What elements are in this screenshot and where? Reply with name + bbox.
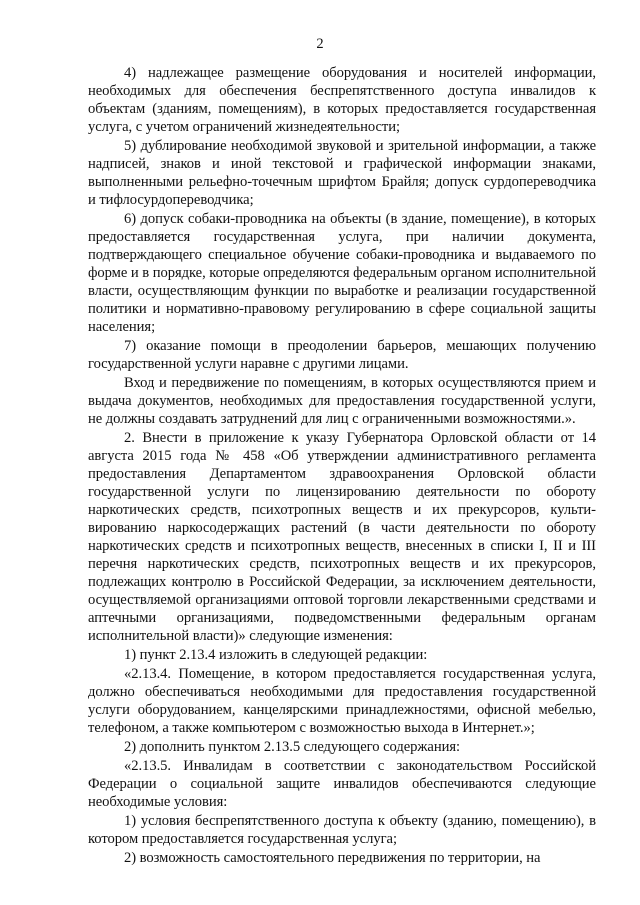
paragraph-clause-2-13-5: «2.13.5. Инвалидам в соответствии с законодательством Российской Федерации о социальной защите инвалидов обеспечиваются следующие необходимые условия: [88,758,596,810]
paragraph-condition-2: 2) возможность самостоятельного передвижения по территории, на [124,850,541,866]
paragraph-item-7: 7) оказание помощи в преодолении барьеров, мешающих получению государственной услуги наравне с другими лицами. [88,338,596,372]
paragraph-subitem-1: 1) пункт 2.13.4 изложить в следующей редакции: [124,647,428,663]
paragraph-subitem-2: 2) дополнить пунктом 2.13.5 следующего содержания: [124,739,461,755]
paragraph-item-6: 6) допуск собаки-проводника на объекты (в здание, помещение), в которых предоставляется государственная услуга, при наличии документа, подтверждающего специальное обучение собаки-проводника и выдаваемого по форме и в порядке, которые определяются федеральным органом исполнительной власти, осуществляющим функции по выработке и реализации государственной политики и нормативно-правовому регулированию в сфере социальной защиты населения; [88,211,596,335]
paragraph-entry-movement: Вход и передвижение по помещениям, в которых осуществляются прием и выдача документов, необходимых для предоставления государственной услуги, не должны создавать затруднений для лиц с ограниченными возможностями.». [88,375,596,427]
paragraph-item-5: 5) дублирование необходимой звуковой и зрительной информации, а также надписей, знаков и иной текстовой и графической информации знаками, выполненными рельефно-точечным шрифтом Брайля; допуск сурдопереводчика и тифлосурдопереводчика; [88,138,596,208]
paragraph-clause-2-13-4: «2.13.4. Помещение, в котором предоставляется государственная услуга, должно обеспечиваться необходимыми для предоставления государственной услуги оборудованием, канцелярскими принадлежностями, офисной мебелью, телефоном, а также компьютером с возможностью выхода в Интернет.»; [88,666,596,736]
page-number: 2 [316,36,324,52]
document-body [88,64,596,868]
paragraph-amendment-2: 2. Внести в приложение к указу Губернатора Орловской области от 14 августа 2015 года № 458 «Об утверждении административного регламента предоставления Департаментом здравоохранения Орловской области государственной услуги по лицензированию деятельности по обороту наркотических средств, психотропных веществ и их прекурсоров, культи-вированию наркосодержащих растений (в части деятельности по обороту наркотических средств и психотропных веществ, внесенных в списки I, II и III перечня наркотических средств, психотропных веществ и их прекурсоров, подлежащих контролю в Российской Федерации, за исключением деятельности, осуществляемой организациями оптовой торговли лекарственными средствами и аптечными организациями, подведомственными федеральным органам исполнительной власти)» следующие изменения: [88,430,596,644]
paragraph-item-4: 4) надлежащее размещение оборудования и носителей информации, необходимых для обеспечения беспрепятственного доступа инвалидов к объектам (зданиям, помещениям), в которых предоставляется государственная услуга, с учетом ограничений жизнедеятельности; [88,65,596,135]
paragraph-condition-1: 1) условия беспрепятственного доступа к объекту (зданию, помещению), в котором предоставляется государственная услуга; [88,813,596,847]
